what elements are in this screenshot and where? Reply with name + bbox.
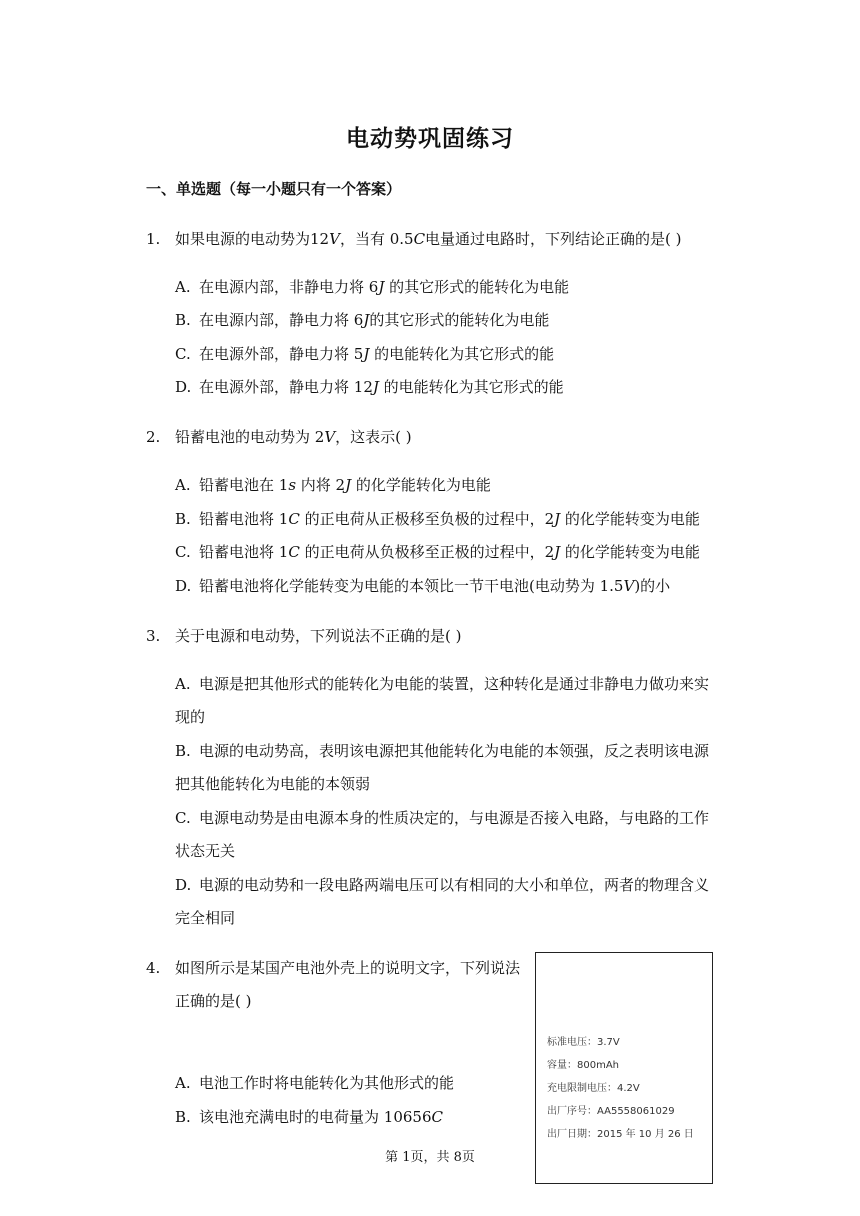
question-stem-continuation: 正确的是( ) bbox=[175, 992, 252, 1010]
option-a[interactable]: A. 电源是把其他形式的能转化为电能的装置，这种转化是通过非静电力做功来实 bbox=[175, 675, 710, 693]
section-heading: 一、单选题（每一小题只有一个答案） bbox=[146, 180, 402, 198]
option-c-continuation: 状态无关 bbox=[175, 842, 236, 860]
option-c[interactable]: C. 在电源外部，静电力将 5J 的电能转化为其它形式的能 bbox=[175, 345, 555, 363]
option-b-continuation: 把其他能转化为电能的本领弱 bbox=[175, 775, 371, 793]
option-d-continuation: 完全相同 bbox=[175, 909, 236, 927]
option-b[interactable]: B. 在电源内部，静电力将 6J的其它形式的能转化为电能 bbox=[175, 311, 550, 329]
label-capacity: 容量：800mAh bbox=[547, 1060, 620, 1071]
option-a[interactable]: A. 电池工作时将电能转化为其他形式的能 bbox=[175, 1074, 455, 1092]
question-stem: 如果电源的电动势为12V，当有 0.5C电量通过电路时，下列结论正确的是( ) bbox=[175, 230, 682, 248]
label-serial-number: 出厂序号：AA5558061029 bbox=[547, 1106, 675, 1117]
option-c[interactable]: C. 电源电动势是由电源本身的性质决定的，与电源是否接入电路，与电路的工作 bbox=[175, 809, 710, 827]
option-b[interactable]: B. 铅蓄电池将 1C 的正电荷从正极移至负极的过程中，2J 的化学能转变为电能 bbox=[175, 510, 700, 528]
option-c[interactable]: C. 铅蓄电池将 1C 的正电荷从负极移至正极的过程中，2J 的化学能转变为电能 bbox=[175, 543, 700, 561]
option-d[interactable]: D. 电源的电动势和一段电路两端电压可以有相同的大小和单位，两者的物理含义 bbox=[175, 876, 710, 894]
option-d[interactable]: D. 在电源外部，静电力将 12J 的电能转化为其它形式的能 bbox=[175, 378, 564, 396]
page-footer: 第 1页，共 8页 bbox=[385, 1150, 475, 1165]
question-stem: 关于电源和电动势，下列说法不正确的是( ) bbox=[175, 627, 462, 645]
label-standard-voltage: 标准电压：3.7V bbox=[547, 1037, 620, 1048]
question-number: 4. bbox=[146, 959, 161, 977]
question-number: 1. bbox=[146, 230, 161, 248]
page-title: 电动势巩固练习 bbox=[346, 125, 514, 152]
question-stem: 铅蓄电池的电动势为 2V，这表示( ) bbox=[175, 428, 412, 446]
question-stem: 如图所示是某国产电池外壳上的说明文字，下列说法 bbox=[175, 959, 521, 977]
option-a[interactable]: A. 铅蓄电池在 1s 内将 2J 的化学能转化为电能 bbox=[175, 476, 491, 494]
option-a[interactable]: A. 在电源内部，非静电力将 6J 的其它形式的能转化为电能 bbox=[175, 278, 570, 296]
question-number: 3. bbox=[146, 627, 161, 645]
option-d[interactable]: D. 铅蓄电池将化学能转变为电能的本领比一节干电池(电动势为 1.5V)的小 bbox=[175, 577, 671, 595]
option-b[interactable]: B. 电源的电动势高，表明该电源把其他能转化为电能的本领强，反之表明该电源 bbox=[175, 742, 710, 760]
question-number: 2. bbox=[146, 428, 161, 446]
option-b[interactable]: B. 该电池充满电时的电荷量为 10656C bbox=[175, 1108, 443, 1126]
label-manufacture-date: 出厂日期：2015 年 10 月 26 日 bbox=[547, 1129, 694, 1140]
label-charge-limit-voltage: 充电限制电压：4.2V bbox=[547, 1083, 640, 1094]
option-a-continuation: 现的 bbox=[175, 708, 206, 726]
